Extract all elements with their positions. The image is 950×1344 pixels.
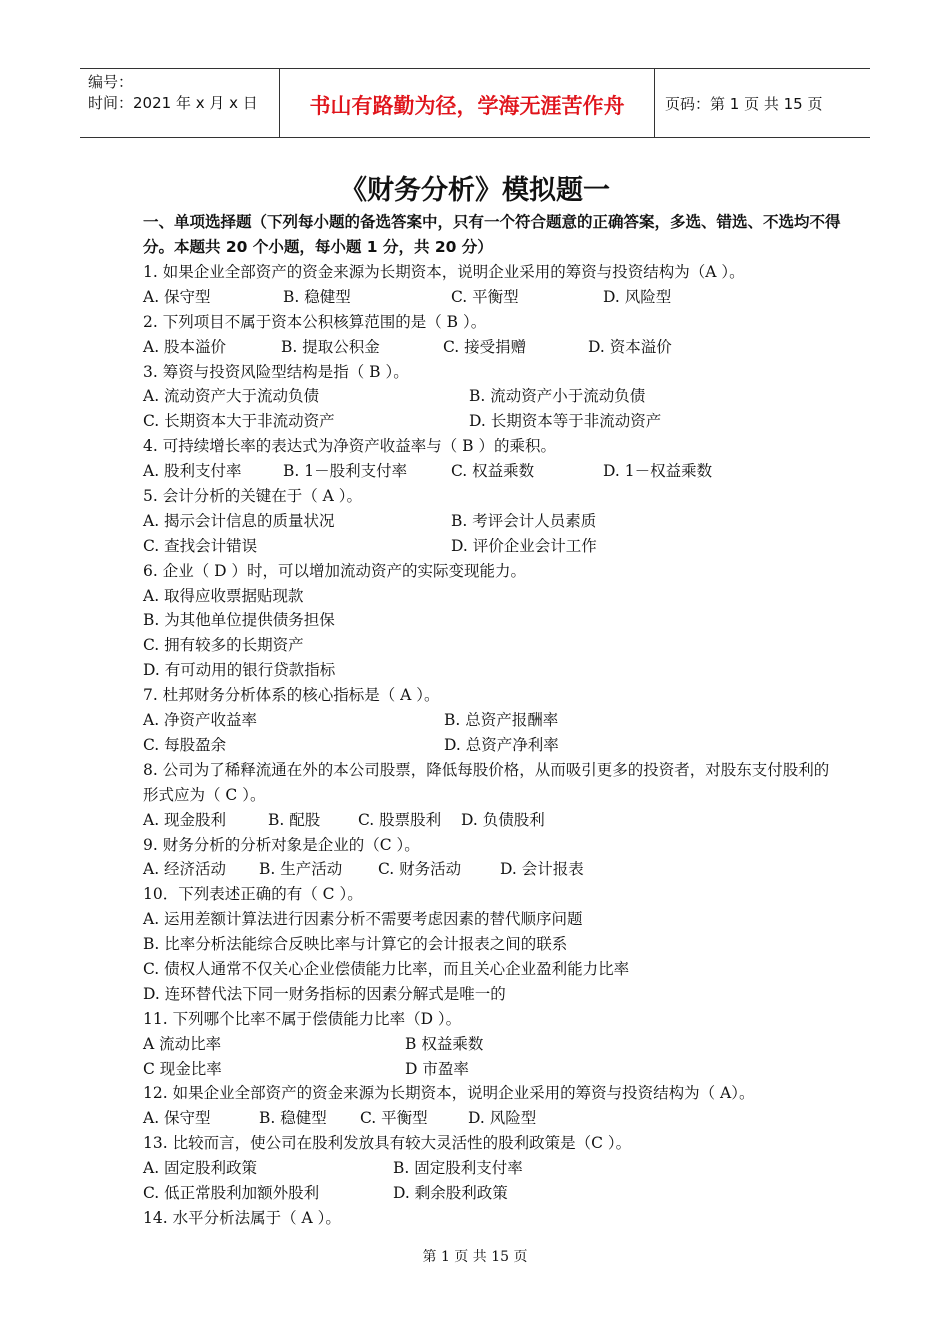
option: D. 资本溢价: [588, 337, 672, 356]
question-4: 4. 可持续增长率的表达式为净资产收益率与（ B ）的乘积。: [143, 437, 556, 456]
option: C. 每股盈余: [143, 735, 227, 754]
option: B. 1－股利支付率: [283, 462, 408, 481]
question-5-options: [143, 509, 843, 534]
option: D. 长期资本等于非流动资产: [469, 412, 662, 431]
option: B. 流动资产小于流动负债: [469, 387, 646, 406]
question-9: 9. 财务分析的分析对象是企业的（C ）。: [143, 835, 420, 854]
option: C. 平衡型: [360, 1109, 428, 1128]
option: C. 低正常股利加额外股利: [143, 1183, 320, 1202]
option: B. 稳健型: [283, 287, 351, 306]
question-2: 2. 下列项目不属于资本公积核算范围的是（ B ）。: [143, 312, 487, 331]
question-8-options: [143, 808, 843, 833]
option: C. 接受捐赠: [443, 337, 527, 356]
page-footer: 第 1 页 共 15 页: [422, 1249, 528, 1265]
option: D. 风险型: [603, 287, 672, 306]
document-date: 时间：2021 年 x 月 x 日: [88, 94, 258, 112]
question-13-options: [143, 1156, 843, 1181]
option: A. 运用差额计算法进行因素分析不需要考虑因素的替代顺序问题: [143, 910, 583, 929]
document-header: [80, 68, 870, 138]
question-1-options: [143, 285, 843, 310]
option: B. 总资产报酬率: [444, 711, 559, 730]
question-2-options: [143, 335, 843, 360]
document-number-label: 编号：: [88, 73, 134, 91]
option: B. 生产活动: [259, 860, 343, 879]
question-8: 8. 公司为了稀释流通在外的本公司股票，降低每股价格，从而吸引更多的投资者，对股东支付股利的形式应为（ C ）。: [143, 760, 830, 804]
option: C. 查找会计错误: [143, 536, 258, 555]
option: A. 保守型: [143, 287, 211, 306]
question-12: 12. 如果企业全部资产的资金来源为长期资本，说明企业采用的筹资与投资结构为（ A）。: [143, 1084, 755, 1103]
option: B 权益乘数: [405, 1034, 484, 1053]
option: C 现金比率: [143, 1059, 222, 1078]
option: C. 债权人通常不仅关心企业偿债能力比率，而且关心企业盈利能力比率: [143, 959, 630, 978]
option: C. 长期资本大于非流动资产: [143, 412, 335, 431]
option: B. 考评会计人员素质: [451, 511, 597, 530]
question-list: [143, 210, 843, 1231]
question-14: 14. 水平分析法属于（ A ）。: [143, 1208, 341, 1227]
option: B. 固定股利支付率: [393, 1159, 523, 1178]
option: C. 股票股利: [358, 810, 442, 829]
option: A. 净资产收益率: [143, 711, 258, 730]
option: D. 负债股利: [461, 810, 545, 829]
option: D. 连环替代法下同一财务指标的因素分解式是唯一的: [143, 984, 506, 1003]
option: A. 取得应收票据贴现款: [143, 586, 304, 605]
option: A 流动比率: [143, 1034, 222, 1053]
option: D. 总资产净利率: [444, 735, 559, 754]
option: C. 权益乘数: [451, 462, 535, 481]
question-10: 10．下列表述正确的有（ C ）。: [143, 885, 363, 904]
header-page-info: 页码：第 1 页 共 15 页: [665, 94, 823, 113]
option: D. 1－权益乘数: [603, 462, 713, 481]
option: B. 稳健型: [259, 1109, 327, 1128]
option: D 市盈率: [405, 1059, 469, 1078]
question-5-options: [143, 534, 843, 559]
option: C. 财务活动: [378, 860, 462, 879]
option: A. 现金股利: [143, 810, 227, 829]
question-3-options: [143, 409, 843, 434]
question-5: 5. 会计分析的关键在于（ A ）。: [143, 487, 363, 506]
question-4-options: [143, 459, 843, 484]
option: D. 有可动用的银行贷款指标: [143, 661, 336, 680]
option: D. 风险型: [468, 1109, 537, 1128]
question-7-options: [143, 708, 843, 733]
option: B. 比率分析法能综合反映比率与计算它的会计报表之间的联系: [143, 935, 568, 954]
option: A. 股本溢价: [143, 337, 227, 356]
option: A. 经济活动: [143, 860, 227, 879]
option: A. 固定股利政策: [143, 1159, 258, 1178]
header-meta: [80, 69, 280, 137]
option: C. 拥有较多的长期资产: [143, 636, 304, 655]
option: D. 评价企业会计工作: [451, 536, 597, 555]
option: B. 配股: [268, 810, 321, 829]
question-3-options: [143, 384, 843, 409]
option: A. 流动资产大于流动负债: [143, 387, 320, 406]
question-11: 11. 下列哪个比率不属于偿债能力比率（D ）。: [143, 1009, 462, 1028]
question-3: 3. 筹资与投资风险型结构是指（ B ）。: [143, 362, 409, 381]
question-11-options: [143, 1057, 843, 1082]
question-11-options: [143, 1032, 843, 1057]
document-title: 《财务分析》模拟题一: [340, 175, 610, 206]
header-motto: 书山有路勤为径，学海无涯苦作舟: [280, 69, 655, 137]
question-7-options: [143, 733, 843, 758]
question-13: 13. 比较而言，使公司在股利发放具有较大灵活性的股利政策是（C ）。: [143, 1134, 632, 1153]
option: A. 保守型: [143, 1109, 211, 1128]
option: B. 提取公积金: [281, 337, 380, 356]
question-6: 6. 企业（ D ）时，可以增加流动资产的实际变现能力。: [143, 561, 526, 580]
question-9-options: [143, 857, 843, 882]
question-13-options: [143, 1181, 843, 1206]
question-7: 7. 杜邦财务分析体系的核心指标是（ A ）。: [143, 686, 440, 705]
option: C. 平衡型: [451, 287, 519, 306]
option: A. 揭示会计信息的质量状况: [143, 511, 335, 530]
option: B. 为其他单位提供债务担保: [143, 611, 335, 630]
section-heading: 一、单项选择题（下列每小题的备选答案中，只有一个符合题意的正确答案，多选、错选、不选均不得分。本题共 20 个小题，每小题 1 分，共 20 分）: [143, 213, 841, 256]
question-1: 1. 如果企业全部资产的资金来源为长期资本，说明企业采用的筹资与投资结构为（A ）。: [143, 263, 745, 281]
option: D. 会计报表: [500, 860, 584, 879]
option: A. 股利支付率: [143, 462, 242, 481]
option: D. 剩余股利政策: [393, 1183, 508, 1202]
question-12-options: [143, 1106, 843, 1131]
